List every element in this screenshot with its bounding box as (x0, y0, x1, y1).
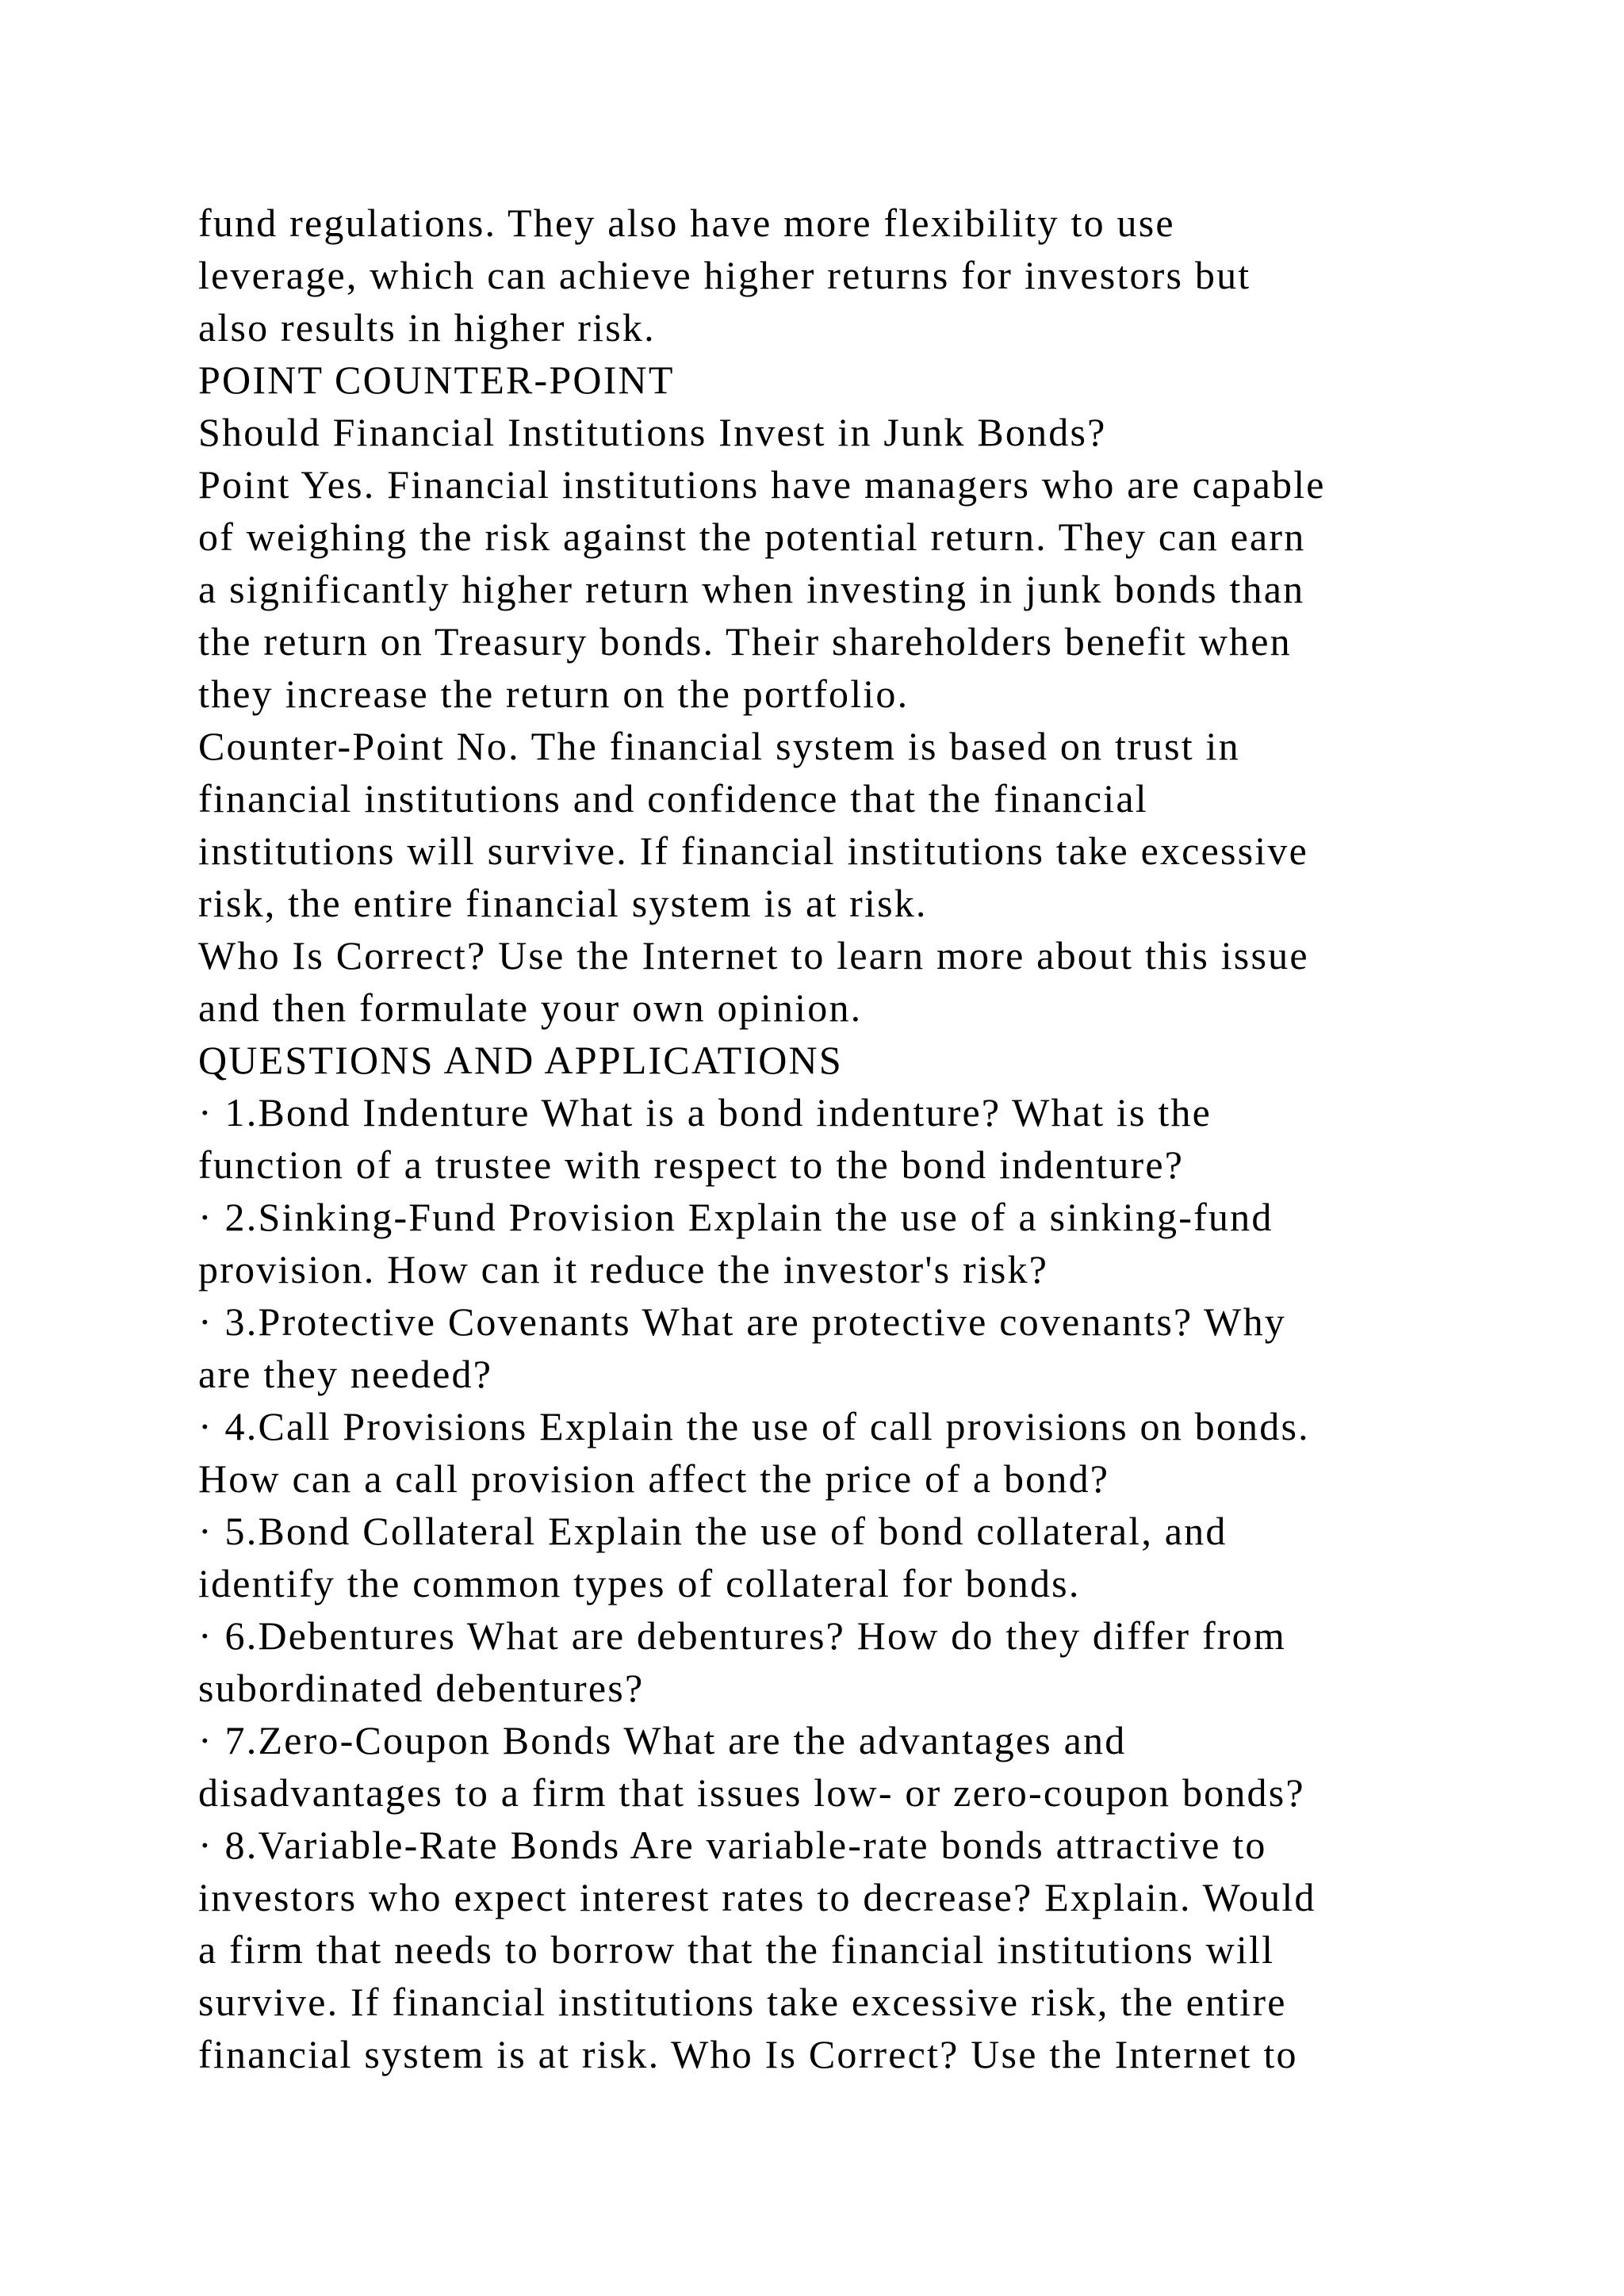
text-line: identify the common types of collateral for bonds. (198, 1561, 1081, 1605)
text-line: subordinated debentures? (198, 1666, 645, 1710)
text-line: · 5.Bond Collateral Explain the use of bond collateral, and (198, 1509, 1228, 1553)
text-line: of weighing the risk against the potential return. They can earn (198, 515, 1306, 559)
text-line: also results in higher risk. (198, 305, 656, 350)
text-line: risk, the entire financial system is at risk. (198, 881, 928, 925)
text-line: POINT COUNTER-POINT (198, 358, 675, 402)
text-line: fund regulations. They also have more flexibility to use (198, 201, 1175, 245)
text-line: the return on Treasury bonds. Their shareholders benefit when (198, 619, 1292, 664)
text-line: disadvantages to a firm that issues low- or zero-coupon bonds? (198, 1770, 1305, 1815)
text-line: Should Financial Institutions Invest in Junk Bonds? (198, 410, 1107, 454)
text-line: and then formulate your own opinion. (198, 985, 863, 1030)
text-line: provision. How can it reduce the investor's risk? (198, 1247, 1049, 1292)
document-text-body (198, 197, 1467, 2080)
text-line: are they needed? (198, 1352, 493, 1396)
text-line: financial institutions and confidence that the financial (198, 776, 1148, 821)
text-line: function of a trustee with respect to the bond indenture? (198, 1142, 1185, 1187)
text-line: QUESTIONS AND APPLICATIONS (198, 1038, 843, 1082)
text-line: How can a call provision affect the price of a bond? (198, 1456, 1110, 1501)
text-line: Counter-Point No. The financial system is based on trust in (198, 724, 1240, 768)
text-line: · 3.Protective Covenants What are protective covenants? Why (198, 1299, 1286, 1344)
text-line: · 1.Bond Indenture What is a bond indenture? What is the (198, 1090, 1212, 1135)
text-line: survive. If financial institutions take excessive risk, the entire (198, 1980, 1287, 2024)
text-line: a significantly higher return when investing in junk bonds than (198, 567, 1305, 611)
text-line: financial system is at risk. Who Is Correct? Use the Internet to (198, 2032, 1298, 2076)
text-line: they increase the return on the portfolio. (198, 672, 910, 716)
text-line: investors who expect interest rates to decrease? Explain. Would (198, 1875, 1316, 1919)
text-line: leverage, which can achieve higher returns for investors but (198, 253, 1251, 297)
text-line: · 4.Call Provisions Explain the use of call provisions on bonds. (198, 1404, 1310, 1448)
text-line: · 2.Sinking-Fund Provision Explain the use of a sinking-fund (198, 1195, 1274, 1239)
text-line: · 6.Debentures What are debentures? How do they differ from (198, 1613, 1286, 1658)
text-line: institutions will survive. If financial institutions take excessive (198, 828, 1308, 873)
text-line: a firm that needs to borrow that the financial institutions will (198, 1927, 1275, 1972)
text-line: · 8.Variable-Rate Bonds Are variable-rate bonds attractive to (198, 1823, 1267, 1867)
text-line: · 7.Zero-Coupon Bonds What are the advantages and (198, 1718, 1127, 1762)
text-line: Point Yes. Financial institutions have managers who are capable (198, 462, 1326, 507)
text-line: Who Is Correct? Use the Internet to learn more about this issue (198, 933, 1309, 978)
